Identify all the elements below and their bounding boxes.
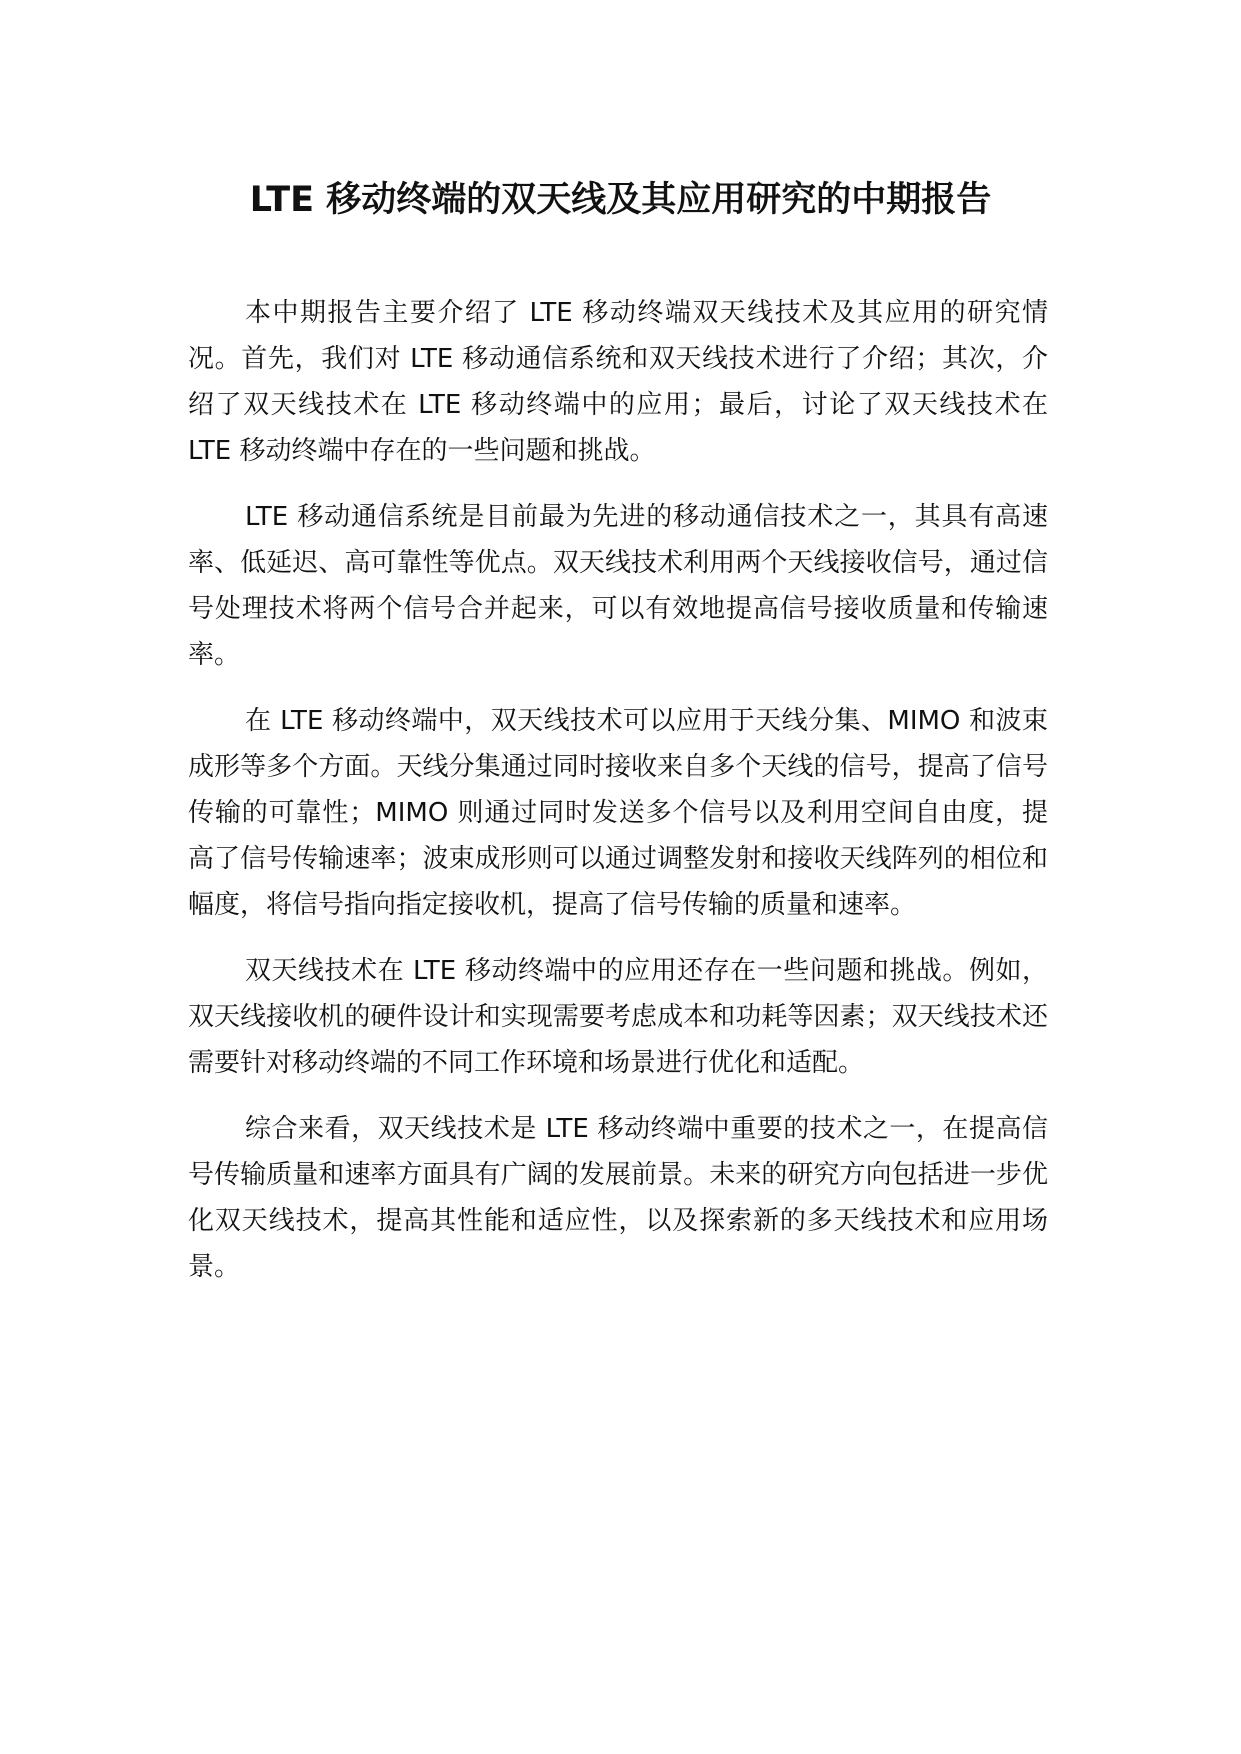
paragraph-lte-overview: LTE 移动通信系统是目前最为先进的移动通信技术之一，其具有高速率、低延迟、高可靠性等优点。双天线技术利用两个天线接收信号，通过信号处理技术将两个信号合并起来，可以有效地提高信号接收质量和传输速率。	[188, 502, 1048, 670]
report-body	[188, 290, 1048, 1310]
paragraph-introduction: 本中期报告主要介绍了 LTE 移动终端双天线技术及其应用的研究情况。首先，我们对 LTE 移动通信系统和双天线技术进行了介绍；其次，介绍了双天线技术在 LTE 移动终端中的应用；最后，讨论了双天线技术在 LTE 移动终端中存在的一些问题和挑战。	[188, 298, 1048, 466]
paragraph-conclusion: 综合来看，双天线技术是 LTE 移动终端中重要的技术之一，在提高信号传输质量和速率方面具有广阔的发展前景。未来的研究方向包括进一步优化双天线技术，提高其性能和适应性，以及探索新的多天线技术和应用场景。	[188, 1114, 1048, 1282]
paragraph-applications: 在 LTE 移动终端中，双天线技术可以应用于天线分集、MIMO 和波束成形等多个方面。天线分集通过同时接收来自多个天线的信号，提高了信号传输的可靠性；MIMO 则通过同时发送多个信号以及利用空间自由度，提高了信号传输速率；波束成形则可以通过调整发射和接收天线阵列的相位和幅度，将信号指向指定接收机，提高了信号传输的质量和速率。	[188, 706, 1048, 920]
paragraph-challenges: 双天线技术在 LTE 移动终端中的应用还存在一些问题和挑战。例如，双天线接收机的硬件设计和实现需要考虑成本和功耗等因素；双天线技术还需要针对移动终端的不同工作环境和场景进行优化和适配。	[188, 956, 1048, 1078]
page-title: LTE 移动终端的双天线及其应用研究的中期报告	[249, 180, 992, 220]
